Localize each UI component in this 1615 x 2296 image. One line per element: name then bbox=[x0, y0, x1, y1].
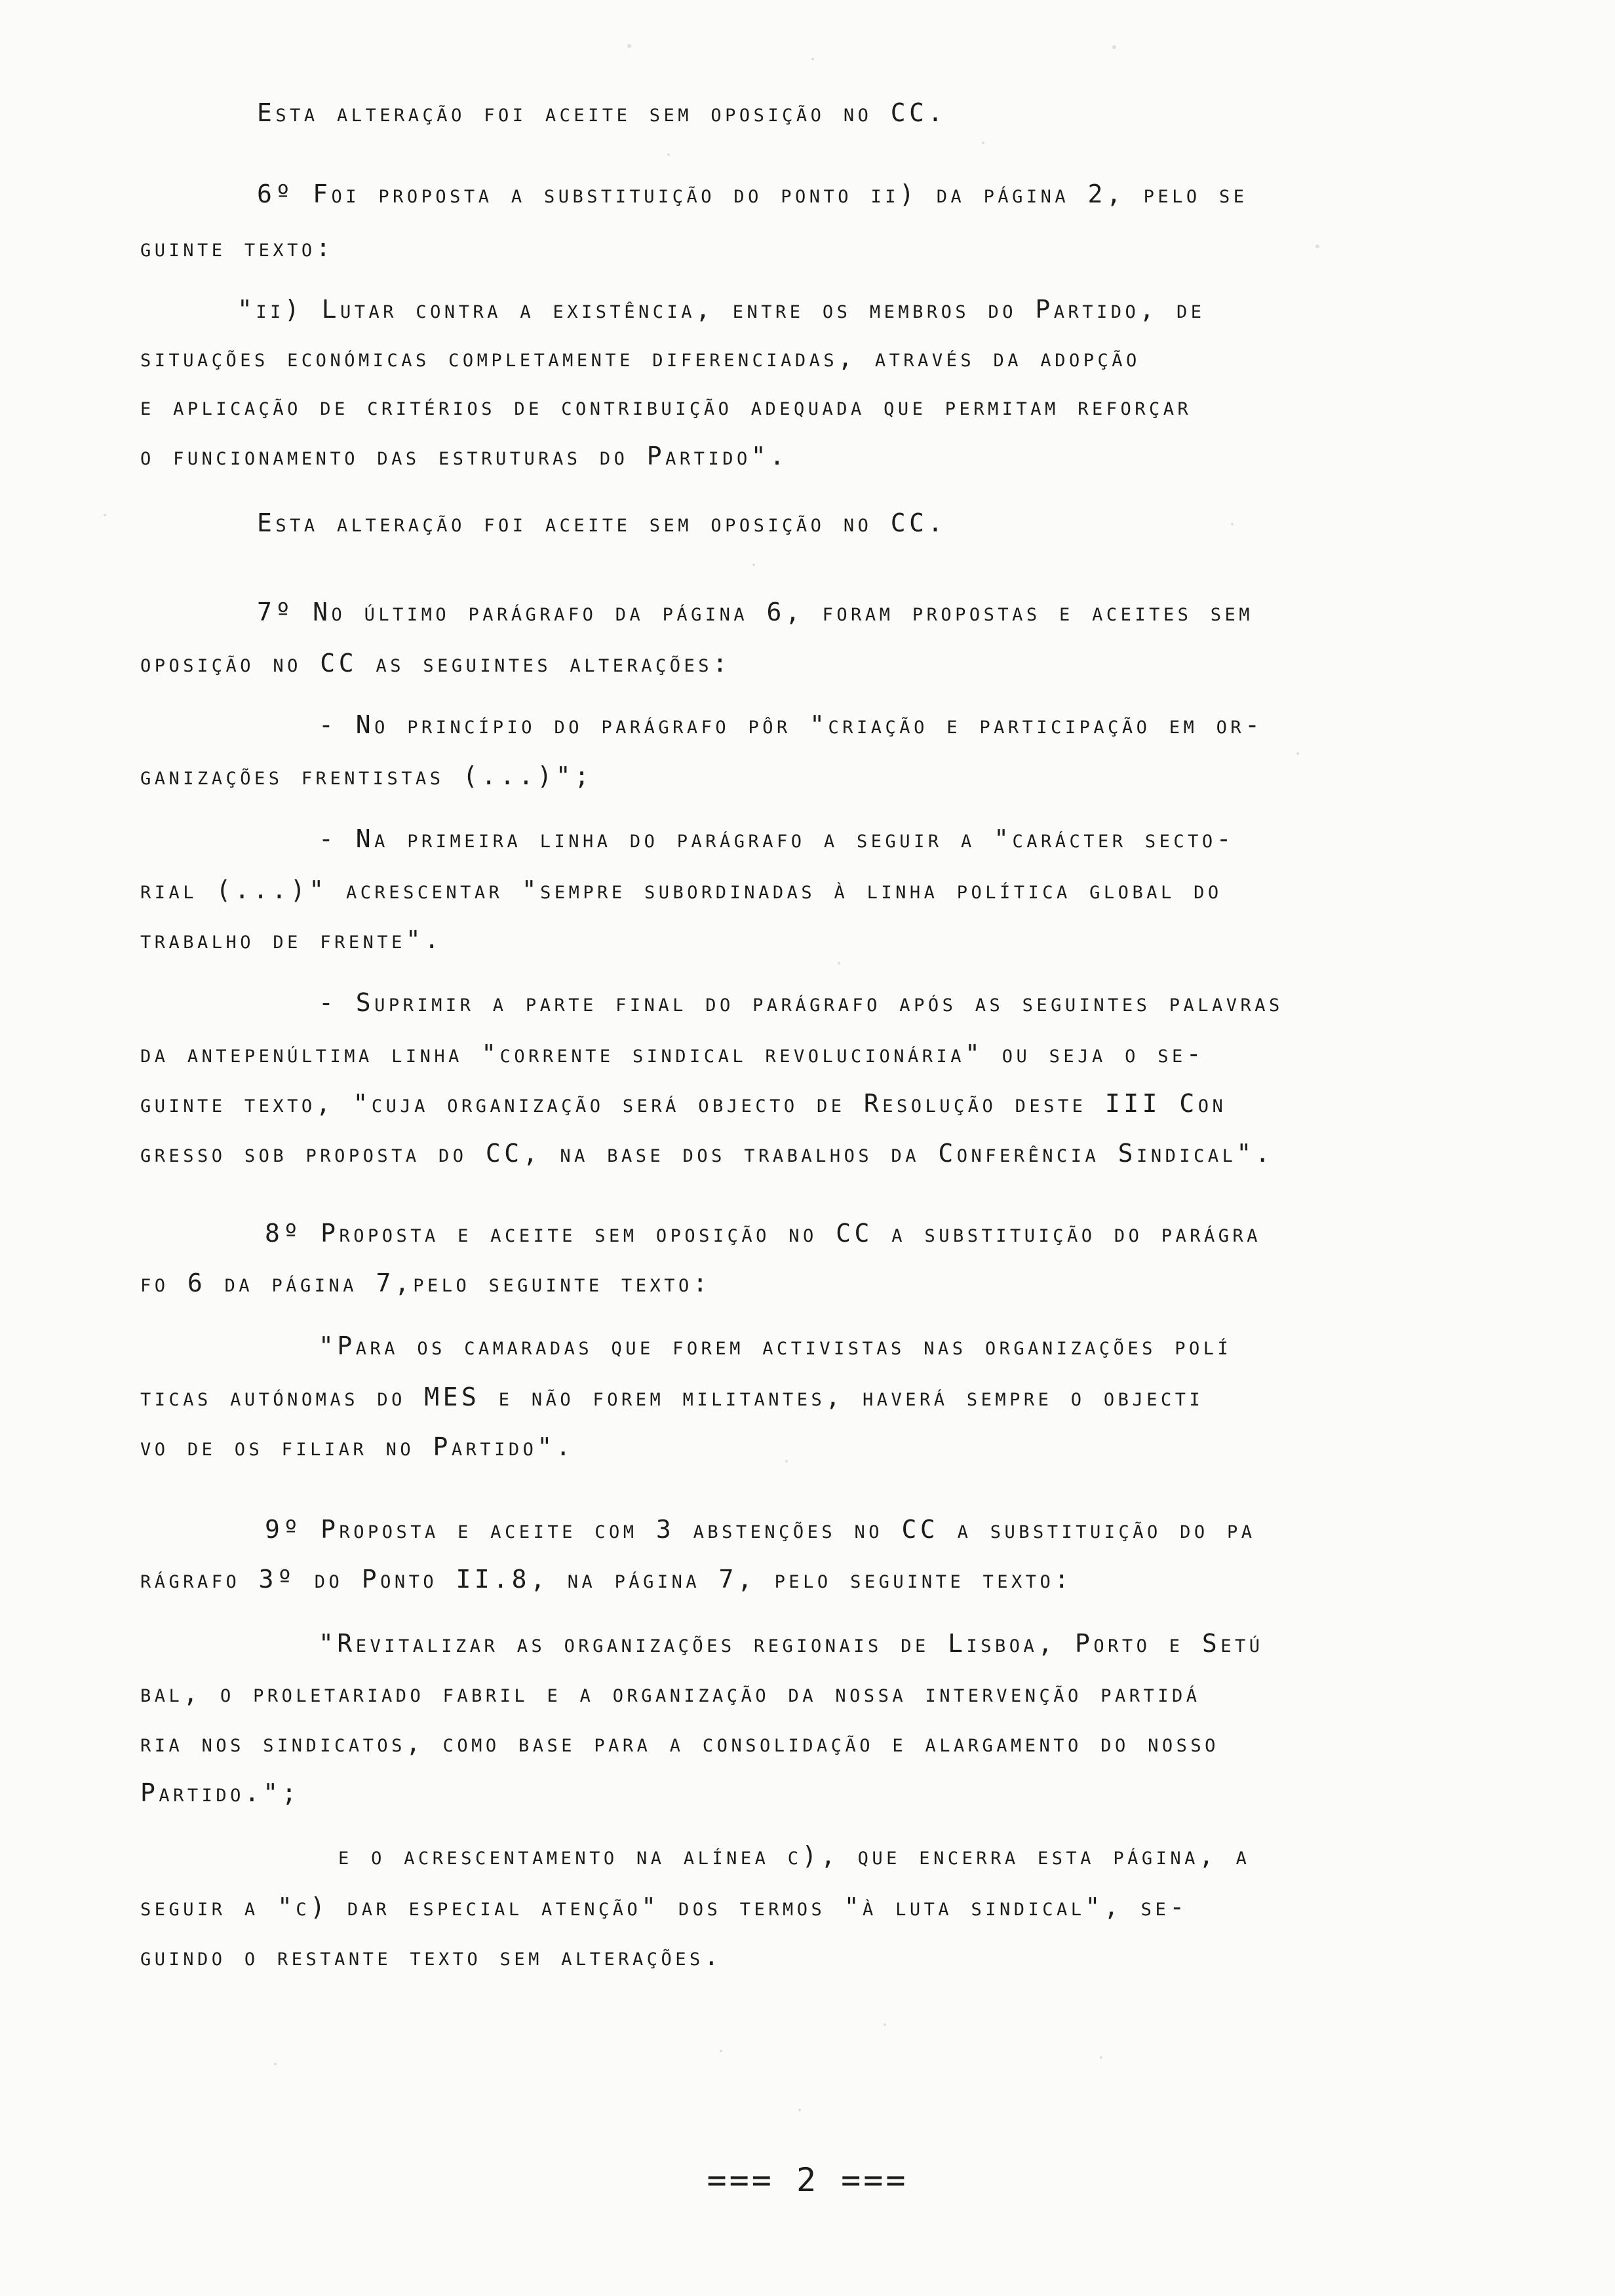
text-line: Partido."; bbox=[140, 1778, 301, 1807]
text-line: - No princípio do parágrafo pôr "criação e participação em or- bbox=[319, 710, 1264, 739]
text-line: ticas autónomas do MES e não forem militantes, haverá sempre o objecti bbox=[140, 1383, 1204, 1411]
text-line: Esta alteração foi aceite sem oposição no CC. bbox=[257, 508, 946, 537]
text-line: - Suprimir a parte final do parágrafo após as seguintes palavras bbox=[319, 988, 1283, 1017]
page-number: === 2 === bbox=[707, 2161, 908, 2199]
text-line: da antepenúltima linha "corrente sindical revolucionária" ou seja o se- bbox=[140, 1039, 1205, 1068]
text-line: bal, o proletariado fabril e a organização da nossa intervenção partidá bbox=[140, 1679, 1201, 1708]
text-line: situações económicas completamente diferenciadas, através da adopção bbox=[140, 343, 1140, 372]
text-line: fo 6 da página 7,pelo seguinte texto: bbox=[140, 1269, 712, 1297]
text-line: ganizações frentistas (...)"; bbox=[140, 761, 593, 790]
text-line: 7º No último parágrafo da página 6, foram propostas e aceites sem bbox=[257, 598, 1254, 626]
text-line: rágrafo 3º do Ponto II.8, na página 7, pelo seguinte texto: bbox=[140, 1565, 1073, 1594]
text-line: o funcionamento das estruturas do Partido". bbox=[140, 442, 788, 470]
text-line: 6º Foi proposta a substituição do ponto ii) da página 2, pelo se bbox=[257, 180, 1248, 208]
text-line: guindo o restante texto sem alterações. bbox=[140, 1942, 723, 1971]
text-line: oposição no CC as seguintes alterações: bbox=[140, 649, 731, 678]
text-line: "Revitalizar as organizações regionais de Lisboa, Porto e Setú bbox=[319, 1629, 1264, 1658]
text-line: "Para os camaradas que forem activistas nas organizações polí bbox=[319, 1331, 1232, 1360]
text-line: e aplicação de critérios de contribuição adequada que permitam reforçar bbox=[140, 392, 1192, 421]
text-line: 9º Proposta e aceite com 3 abstenções no CC a substituição do pa bbox=[265, 1515, 1256, 1544]
text-line: Esta alteração foi aceite sem oposição no CC. bbox=[257, 98, 946, 127]
text-line: vo de os filiar no Partido". bbox=[140, 1432, 575, 1461]
text-line: rial (...)" acrescentar "sempre subordinadas à linha política global do bbox=[140, 875, 1222, 904]
text-line: guinte texto, "cuja organização será objecto de Resolução deste III Con bbox=[140, 1089, 1227, 1118]
text-line: gresso sob proposta do CC, na base dos trabalhos da Conferência Sindical". bbox=[140, 1139, 1274, 1168]
text-line: guinte texto: bbox=[140, 233, 335, 262]
text-line: ria nos sindicatos, como base para a consolidação e alargamento do nosso bbox=[140, 1729, 1219, 1757]
text-line: trabalho de frente". bbox=[140, 925, 443, 954]
text-line: e o acrescentamento na alínea c), que encerra esta página, a bbox=[338, 1841, 1251, 1870]
text-line: 8º Proposta e aceite sem oposição no CC a substituição do parágra bbox=[265, 1219, 1262, 1248]
text-line: - Na primeira linha do parágrafo a seguir a "carácter secto- bbox=[319, 824, 1236, 853]
text-line: seguir a "c) dar especial atenção" dos termos "à luta sindical", se- bbox=[140, 1892, 1188, 1921]
text-line: "ii) Lutar contra a existência, entre os membros do Partido, de bbox=[237, 295, 1205, 324]
